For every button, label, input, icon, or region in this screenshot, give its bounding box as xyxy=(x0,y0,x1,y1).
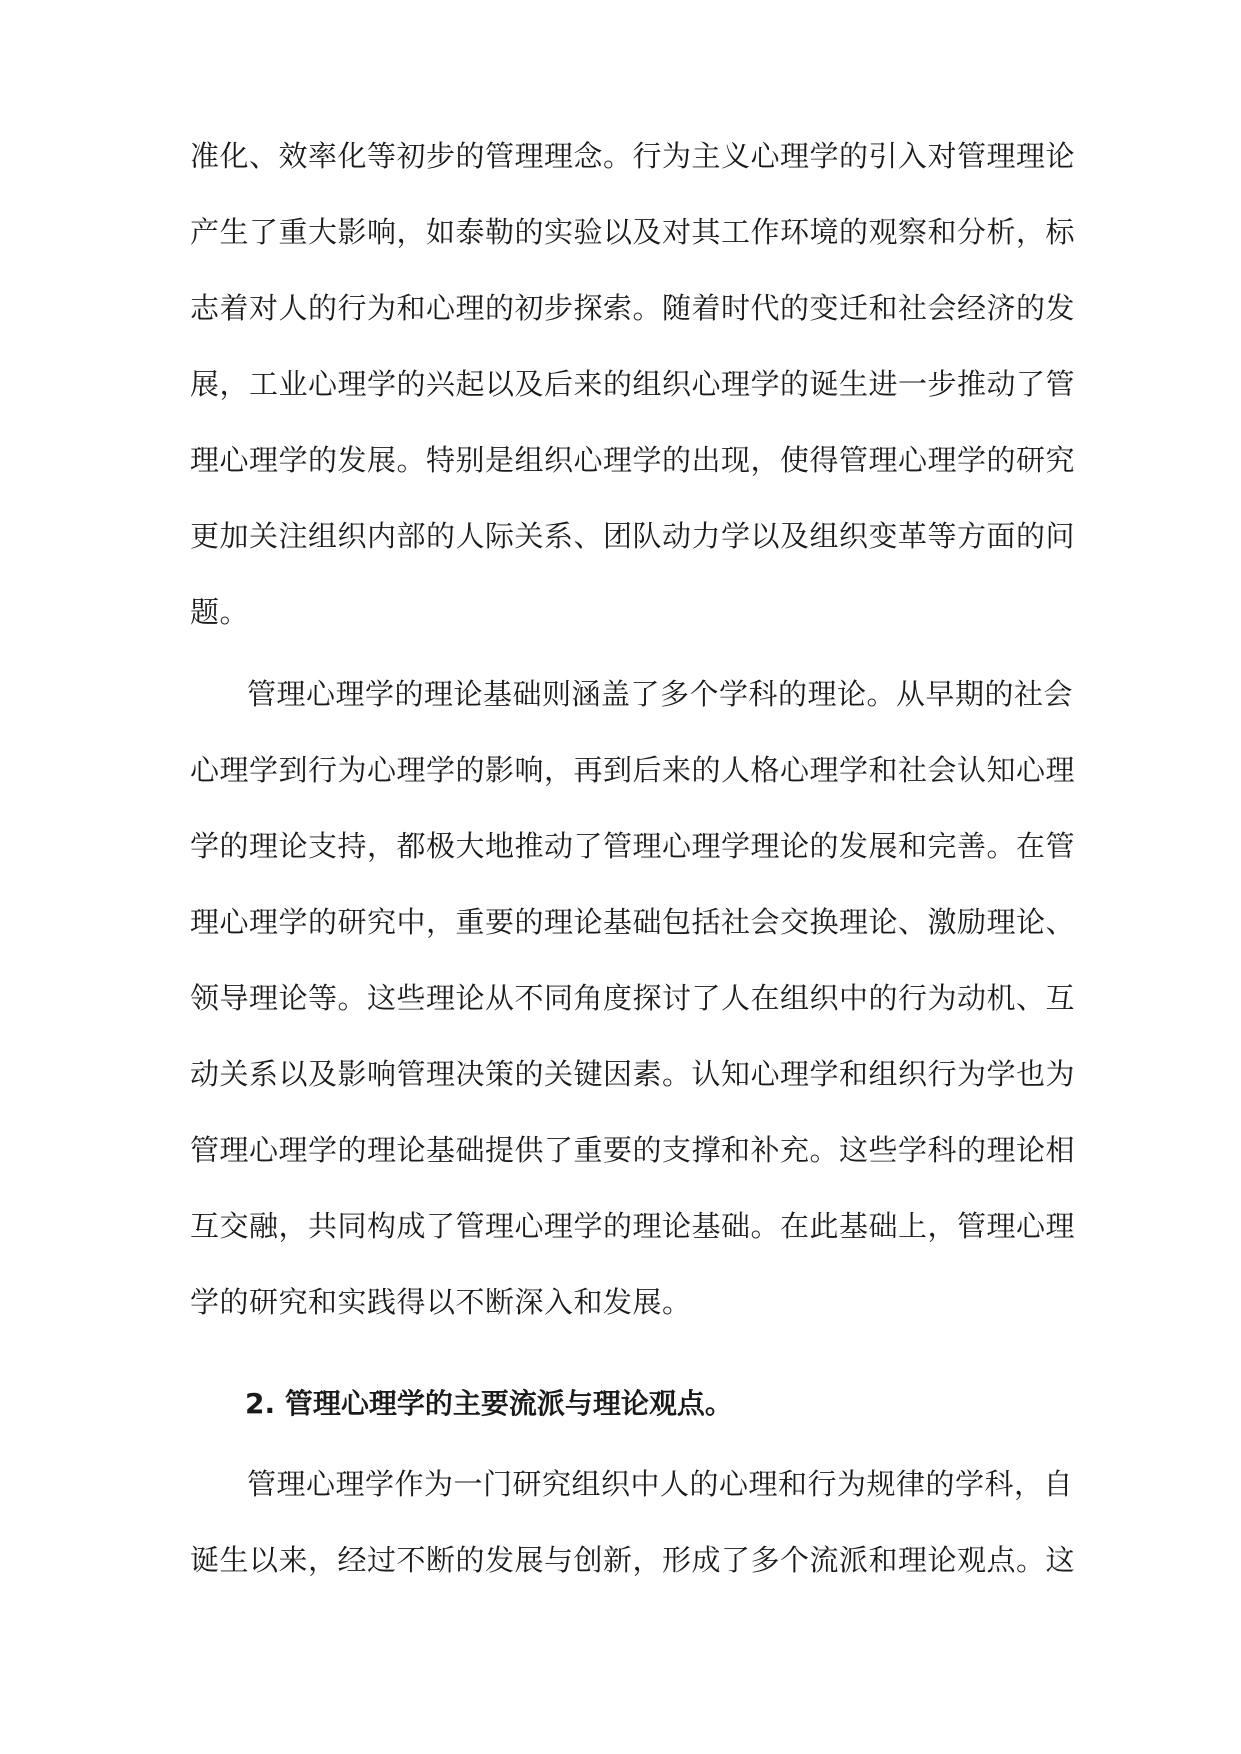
paragraph-line: 理心理学的研究中，重要的理论基础包括社会交换理论、激励理论、 xyxy=(190,905,1076,939)
paragraph-line: 志着对人的行为和心理的初步探索。随着时代的变迁和社会经济的发 xyxy=(190,291,1076,325)
paragraph-line: 领导理论等。这些理论从不同角度探讨了人在组织中的行为动机、互 xyxy=(190,981,1076,1015)
paragraph-line: 心理学到行为心理学的影响，再到后来的人格心理学和社会认知心理 xyxy=(190,753,1076,787)
paragraph-line: 管理心理学作为一门研究组织中人的心理和行为规律的学科，自 xyxy=(247,1467,1074,1501)
paragraph-line: 更加关注组织内部的人际关系、团队动力学以及组织变革等方面的问 xyxy=(190,519,1076,553)
paragraph-line: 管理心理学的理论基础则涵盖了多个学科的理论。从早期的社会 xyxy=(247,677,1074,711)
paragraph-line: 理心理学的发展。特别是组织心理学的出现，使得管理心理学的研究 xyxy=(190,443,1076,477)
paragraph-line: 动关系以及影响管理决策的关键因素。认知心理学和组织行为学也为 xyxy=(190,1057,1076,1091)
paragraph-line: 管理心理学的理论基础提供了重要的支撑和补充。这些学科的理论相 xyxy=(190,1133,1076,1167)
paragraph-line: 题。 xyxy=(190,595,250,629)
paragraph-line: 产生了重大影响，如泰勒的实验以及对其工作环境的观察和分析，标 xyxy=(190,215,1076,249)
section-heading: 2. 管理心理学的主要流派与理论观点。 xyxy=(245,1387,733,1420)
paragraph-line: 准化、效率化等初步的管理理念。行为主义心理学的引入对管理理论 xyxy=(190,139,1076,173)
paragraph-line: 诞生以来，经过不断的发展与创新，形成了多个流派和理论观点。这 xyxy=(190,1543,1076,1577)
paragraph-line: 学的理论支持，都极大地推动了管理心理学理论的发展和完善。在管 xyxy=(190,829,1076,863)
paragraph-line: 展，工业心理学的兴起以及后来的组织心理学的诞生进一步推动了管 xyxy=(190,367,1076,401)
paragraph-line: 互交融，共同构成了管理心理学的理论基础。在此基础上，管理心理 xyxy=(190,1209,1076,1243)
paragraph-line: 学的研究和实践得以不断深入和发展。 xyxy=(190,1285,692,1319)
